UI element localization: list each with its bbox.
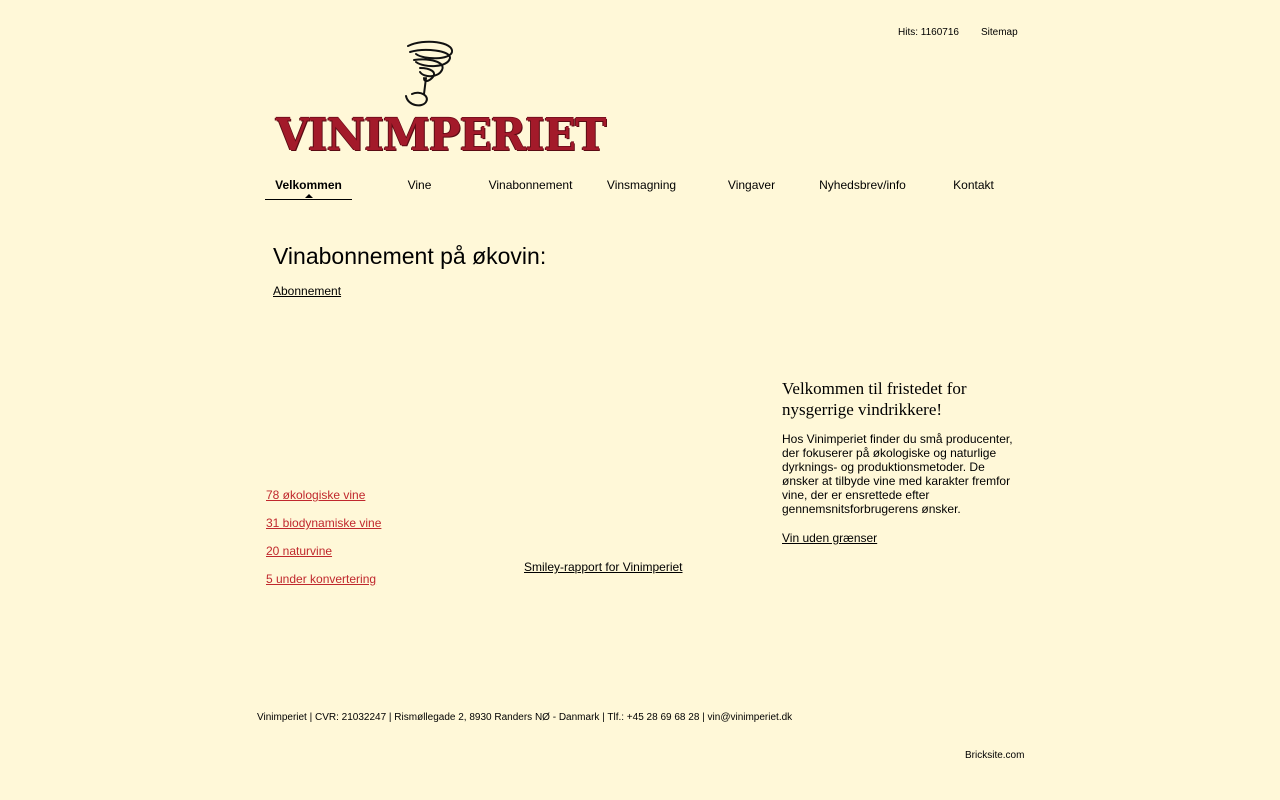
nav-item-nyhedsbrev[interactable] <box>807 178 918 192</box>
nav-item-vinabonnement[interactable] <box>475 178 586 192</box>
logo-text: VINIMPERIET <box>276 110 606 161</box>
nav-item-label: Nyhedsbrev/info <box>819 178 906 192</box>
nav-item-label: Vine <box>407 178 432 192</box>
sitemap-link[interactable]: Sitemap <box>981 27 1018 38</box>
converting-wines-link[interactable]: 5 under konvertering <box>266 572 377 586</box>
welcome-heading: Velkommen til fristedet for nysgerrige vindrikkere! <box>782 379 967 419</box>
nav-item-vinsmagning[interactable] <box>586 178 697 192</box>
nav-active-caret-icon <box>305 194 313 198</box>
nav-item-label: Vinabonnement <box>488 178 573 192</box>
wine-glass-icon <box>274 38 566 118</box>
nav-item-label: Kontakt <box>953 178 994 192</box>
nav-item-label: Velkommen <box>275 178 342 192</box>
site-logo[interactable] <box>274 38 606 166</box>
natural-wines-link[interactable]: 20 naturvine <box>266 544 333 558</box>
nav-item-label: Vinsmagning <box>606 178 677 192</box>
nav-item-velkommen[interactable] <box>253 178 364 192</box>
nav-item-vine[interactable] <box>364 178 475 192</box>
hits-counter: Hits: 1160716 <box>898 27 959 38</box>
nav-item-vingaver[interactable] <box>696 178 807 192</box>
footer-contact-info: Vinimperiet | CVR: 21032247 | Rismøllegade 2, 8930 Randers NØ - Danmark | Tlf.: +45 28 69 68 28 | vin@vinimperiet.dk <box>257 712 793 723</box>
biodynamic-wines-link[interactable]: 31 biodynamiske vine <box>266 516 382 530</box>
nav-active-underline <box>265 199 352 200</box>
nav-item-label: Vingaver <box>727 178 776 192</box>
organic-wines-link[interactable]: 78 økologiske vine <box>266 488 366 502</box>
subscription-link[interactable]: Abonnement <box>273 284 342 298</box>
welcome-paragraph: Hos Vinimperiet finder du små producenter, der fokuserer på økologiske og naturlige dyrknings- og produktionsmetoder. De ønsker at tilbyde vine med karakter fremfor vine, der er ensrettede efter gennemsnitsforbrugerens ønsker. <box>782 432 1013 516</box>
wine-without-borders-link[interactable]: Vin uden grænser <box>782 531 878 545</box>
bricksite-link[interactable]: Bricksite.com <box>965 750 1025 761</box>
main-navigation <box>253 178 1030 208</box>
page-title: Vinabonnement på økovin: <box>273 243 547 269</box>
smiley-report-link[interactable]: Smiley-rapport for Vinimperiet <box>524 560 683 574</box>
nav-item-kontakt[interactable] <box>918 178 1029 192</box>
